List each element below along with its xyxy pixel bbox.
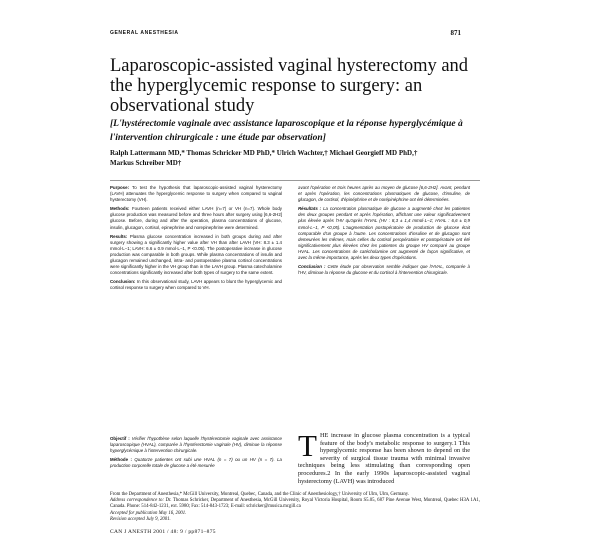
abstract-divider	[110, 180, 480, 181]
abstract-purpose: Purpose: To test the hypothesis that laparoscopic-assisted vaginal hysterectomy (LAVH) attenuates the hyperglycemic response to surgery when compared to vaginal hysterectomy (VH).	[110, 185, 283, 203]
abstract-english	[110, 185, 282, 295]
revision-note: Revision accepted July 9, 2001.	[110, 516, 171, 522]
abstract-conclusion-fr: Conclusion : Cette étude par observation semble indiquer que l'HVAL, comparée à l'HV, diminue la réponse du glucose et du cortisol à l'intervention chirurgicale.	[298, 264, 470, 276]
abstract-french-continued	[298, 185, 470, 279]
abstract-conclusion: Conclusion: In this observational study, LAVH appears to blunt the hyperglycemic and cortisol response to surgery when compared to VH.	[110, 279, 282, 291]
abstract-resultats: Résultats : La concentration plasmatique de glucose a augmenté chez les patientes des deux groupes pendant et après l'opération, affichant une valeur significativement plus élevée après l'HV qu'après l'HVAL (HV : 8,3 ± 1,4 mmol·L−1; HVAL : 6,6 ± 0,9 mmol·L−1, P <0,05). L'augmentation postopératoire de production de glucose était comparable d'un groupe à l'autre. Les concentrations d'insuline et de glucagon sont demeurées les mêmes, mais celles du cortisol peropératoire et postopératoire ont été significativement plus élevées chez les patientes du groupe HV comparé au groupe HVAL. Les concentrations de catécholamine ont augmenté de façon significative, et avec la même importance, après les deux types d'opérations.	[298, 206, 470, 261]
abstract-french-start	[110, 436, 282, 472]
abstract-fr-cont: avant l'opération et trois heures après au moyen de glucose [6,6-2H2]. Avant, pendant et après l'opération, les concentrations plasmatiques de glucose, d'insuline, de glucagon, de cortisol, d'épinéphrine et de norépinéphrine ont été déterminées.	[298, 185, 470, 203]
footnotes	[110, 492, 480, 523]
accepted-note: Accepted for publication May 16, 2001.	[110, 510, 187, 516]
author-line: Markus Schreiber MD†	[110, 158, 182, 167]
lead-in: HE	[319, 432, 329, 439]
abstract-methode: Méthode : Quatorze patientes ont subi une HVAL (n = 7) ou un HV (n = 7). La production corporelle totale de glucose a été mesurée	[110, 457, 282, 469]
abstract-results: Results: Plasma glucose concentration increased in both groups during and after surgery showing a significantly higher value after VH than after LAVH (VH: 8.3 ± 1.4 mmol·L−1; LAVH: 6.6 ± 0.9 mmol·L−1, P <0.05). The postoperative increase in glucose production was comparable in both groups. While plasma concentrations of insulin and glucagon remained unchanged, intra- and postoperative plasma cortisol concentrations were significantly higher in the VH group than in the LAVH group. Plasma catecholamine concentrations significantly increased after both types of surgery to the same extent.	[110, 233, 282, 276]
affiliation-note: From the Department of Anesthesia,* McGill University, Montreal, Quebec, Canada, and the Clinic of Anesthesiology,† University of Ulm, Ulm, Germany.	[110, 492, 410, 497]
abstract-methods: Methods: Fourteen patients received either LAVH (n=7) or VH (n=7). Whole body glucose production was measured before and three hours after surgery using [6,6-2H2] glucose. Before, during and after the operation, plasma concentrations of glucose, insulin, glucagon, cortisol, epinephrine and norepinephrine were determined.	[110, 206, 282, 230]
author-line: Ralph Lattermann MD,* Thomas Schricker MD PhD,* Ulrich Wachter,† Michael Georgieff MD PhD,†	[110, 149, 418, 157]
page-number: 871	[450, 29, 461, 37]
running-head: GENERAL ANESTHESIA	[110, 30, 179, 36]
drop-cap: T	[298, 428, 317, 463]
correspondence-note: Address correspondence to: Dr. Thomas Schricker, Department of Anesthesia, McGill University, Royal Victoria Hospital, Room S5.05, 687 Pine Avenue West, Montreal, Quebec H3A 1A1, Canada. Phone: 514-842-1231, ext. 5980; Fax: 514-843-1723; E-mail: schricker@musica.mcgill.ca	[110, 498, 481, 510]
body-paragraph: increase in glucose plasma concentration is a typical feature of the body's metabolic response to surgery.1 This hyperglycemic response has been shown to depend on the severity of surgical tissue trauma with minimal invasive techniques being less stimulating than corresponding open procedures.2 In the early 1990s laparoscopic-assisted vaginal hysterectomy (LAVH) was introduced	[298, 432, 471, 485]
article-title: Laparoscopic-assisted vaginal hysterectomy and the hyperglycemic response to surgery: an observational study	[110, 56, 469, 116]
author-list	[110, 149, 480, 168]
article-subtitle-french: [L'hystérectomie vaginale avec assistance laparoscopique et la réponse hyperglycémique à l'intervention chirurgicale : une étude par observation]	[110, 119, 463, 143]
footer-citation: CAN J ANESTH 2001 / 48: 9 / pp871–875	[110, 529, 216, 535]
body-intro	[298, 428, 471, 485]
abstract-objectif: Objectif : Vérifier l'hypothèse selon laquelle l'hystérectomie vaginale avec assistance laparoscopique (HVAL), comparée à l'hystérectomie vaginale (HV), diminue la réponse hyperglycémique à l'intervention chirurgicale.	[110, 436, 282, 454]
